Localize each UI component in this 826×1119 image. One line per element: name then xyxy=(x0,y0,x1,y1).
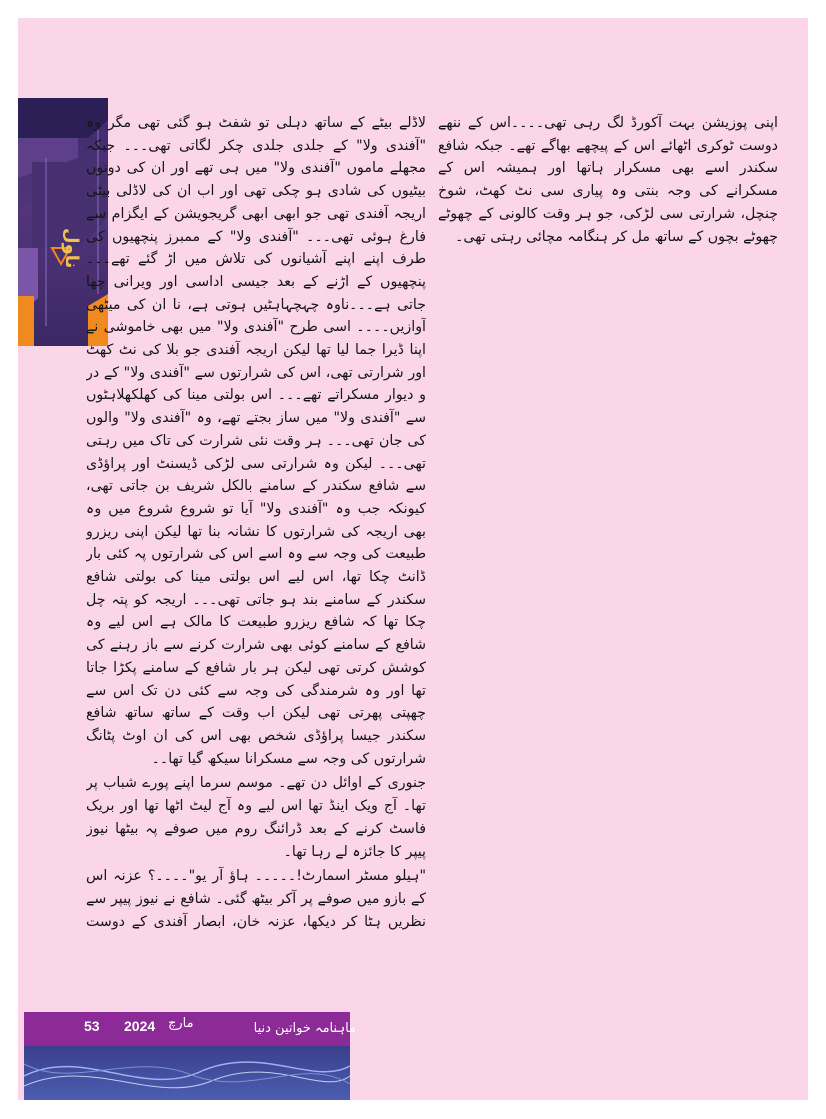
page-number: 53 xyxy=(84,1018,100,1034)
paragraph: جنوری کے اوائل دن تھے۔ موسم سرما اپنے پورے شباب پر تھا۔ آج ویک اینڈ تھا اس لیے وہ آج لیٹ اٹھا تھا اور بریک فاسٹ کرنے کے بعد ڈرائنگ روم میں صوفے پہ بیٹھا نیوز پیپر کا جائزہ لے رہا تھا۔ xyxy=(86,775,426,860)
issue-month: مارچ xyxy=(168,1016,194,1031)
wave-pattern xyxy=(24,1046,350,1100)
paragraph: "ہیلو مسٹر اسمارٹ!۔۔۔۔۔ ہاؤ آر یو"۔۔۔۔؟ عزنہ اس کے بازو میں صوفے پر آکر بیٹھ گئی۔ شافع نے نیوز پیپر سے نظریں ہٹا کر دیکھا، عزنہ خان، ابصار آفندی کے دوست xyxy=(86,868,426,930)
magazine-page xyxy=(18,18,808,1100)
paragraph: اپنی پوزیشن بہت آکورڈ لگ رہی تھی۔۔۔۔اس کے ننھے دوست ٹوکری اٹھائے اس کے پیچھے بھاگے تھے۔ جبکہ شافع سکندر اسے بھی مسکرار ہاتھا اور ہمیشہ اس کے مسکرانے کی وجہ بنتی وہ پیاری سی نٹ کھٹ، شوخ چنچل، شرارتی سی لڑکی، جو ہر وقت کالونی کے چھوٹے چھوٹے بچوں کے ساتھ مل کر ہنگامہ مچائی رہتی تھی۔ xyxy=(438,115,778,245)
section-label: ناول xyxy=(61,227,82,269)
issue-year: 2024 xyxy=(124,1018,156,1034)
footer-decoration xyxy=(24,1046,350,1100)
text-column-right xyxy=(438,112,778,932)
text-column-left xyxy=(86,112,426,932)
magazine-name: ماہنامہ خواتین دنیا xyxy=(253,1021,356,1036)
paragraph: لاڈلے بیٹے کے ساتھ دہلی تو شفٹ ہو گئی تھی مگر وہ "آفندی ولا" کے جلدی جلدی چکر لگاتی تھی۔۔۔ جبکہ مجھلے ماموں "آفندی ولا" میں ہی تھے اور ان کی دونوں بیٹیوں کی شادی ہو چکی تھی اور اب ان کی لاڈلی بیٹی اریجہ آفندی تھی جو ابھی ابھی گریجویشن کے ایگزام سے فارغ ہوئی تھی۔۔۔ "آفندی ولا" کے ممبرز پنچھیوں کی طرف اپنے اپنے آشیانوں کی تلاش میں اڑ گئے تھے۔۔۔پنچھیوں کے اڑنے کے بعد جیسی اداسی اور ویرانی چھا جاتی ہے۔۔۔ناوہ چہچہاہٹیں ہوتی ہے، نا ان کی میٹھی آوازیں۔۔۔۔ اسی طرح "آفندی ولا" میں بھی خاموشی نے اپنا ڈیرا جما لیا تھا لیکن اریجہ آفندی جو بلا کی نٹ کھٹ اور شرارتی تھی، اس کی شرارتوں سے "آفندی ولا" کے در و دیوار مسکراتے تھے۔۔۔ اس بولتی مینا کی کھلکھلاہٹوں سے "آفندی ولا" میں ساز بجتے تھے، وہ "آفندی ولا" والوں کی جان تھی۔۔۔ ہر وقت نئی شرارت کی تاک میں رہتی تھی۔۔۔ لیکن وہ شرارتی سی لڑکی ڈیسنٹ اور پراؤڈی سے شافع سکندر کے سامنے بالکل شریف بن جاتی تھی، کیونکہ جب وہ "آفندی ولا" آیا تو شروع شروع میں وہ بھی اریجہ کی شرارتوں کا نشانہ بنا تھا لیکن اپنی ریزرو طبیعت کی وجہ سے وہ اسے اس کی شرارتوں پہ کئی بار ڈانٹ چکا تھا، اس لیے اس بولتی مینا کی بولتی شافع سکندر کے سامنے بند ہو جاتی تھی۔۔۔ اریجہ کو پتہ چل چکا تھا کہ شافع ریزرو طبیعت کا مالک ہے اس لیے وہ شافع کے سامنے کوئی بھی شرارت کرنے سے باز رہنے کی کوشش کرتی تھی لیکن ہر بار شافع کے سامنے پکڑا جاتا تھا اور وہ شرمندگی کی وجہ سے کئی دن تک اس سے چھپتی پھرتی تھی لیکن اب وقت کے ساتھ ساتھ شافع سکندر جیسا پراؤڈی شخص بھی اس کی ان اوٹ پٹانگ شرارتوں کی وجہ سے مسکرانا سیکھ گیا تھا۔۔ xyxy=(86,115,426,767)
